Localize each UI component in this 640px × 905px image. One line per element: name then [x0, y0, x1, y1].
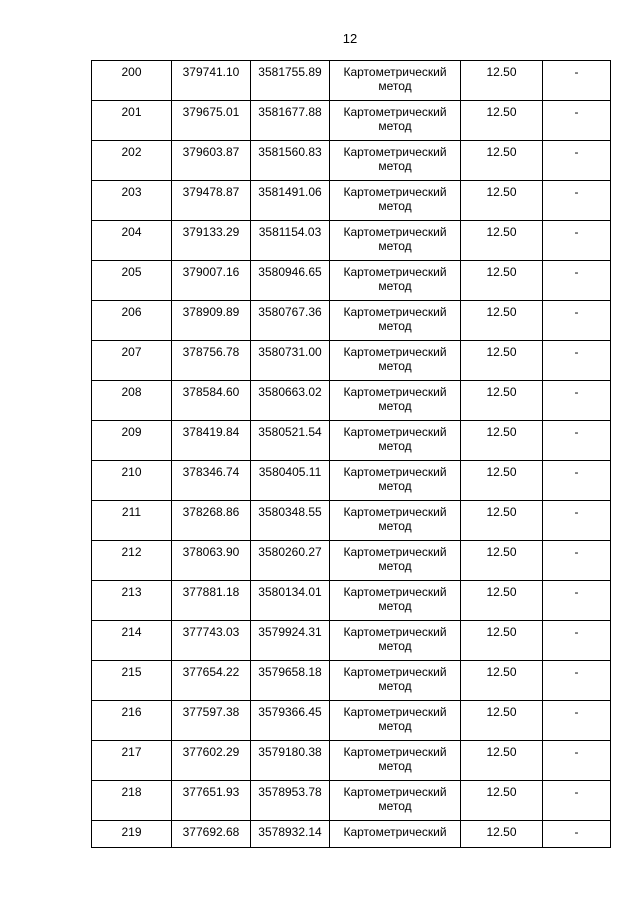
point-number-cell: 212 [92, 541, 172, 581]
accuracy-cell: 12.50 [461, 461, 543, 501]
method-cell: Картометрический метод [330, 61, 461, 101]
x-coordinate-cell: 378268.86 [172, 501, 251, 541]
x-coordinate-cell: 377651.93 [172, 781, 251, 821]
method-cell: Картометрический метод [330, 341, 461, 381]
y-coordinate-cell: 3580731.00 [251, 341, 330, 381]
y-coordinate-cell: 3578932.14 [251, 821, 330, 848]
x-coordinate-cell: 379007.16 [172, 261, 251, 301]
method-cell: Картометрический метод [330, 301, 461, 341]
note-cell: - [543, 61, 611, 101]
table-row [92, 541, 611, 581]
table-row [92, 381, 611, 421]
accuracy-cell: 12.50 [461, 701, 543, 741]
point-number-cell: 204 [92, 221, 172, 261]
y-coordinate-cell: 3580348.55 [251, 501, 330, 541]
note-cell: - [543, 701, 611, 741]
note-cell: - [543, 461, 611, 501]
note-cell: - [543, 381, 611, 421]
accuracy-cell: 12.50 [461, 141, 543, 181]
method-cell: Картометрический метод [330, 541, 461, 581]
method-cell: Картометрический метод [330, 101, 461, 141]
point-number-cell: 210 [92, 461, 172, 501]
point-number-cell: 219 [92, 821, 172, 848]
y-coordinate-cell: 3581154.03 [251, 221, 330, 261]
table-row [92, 421, 611, 461]
accuracy-cell: 12.50 [461, 221, 543, 261]
accuracy-cell: 12.50 [461, 181, 543, 221]
point-number-cell: 214 [92, 621, 172, 661]
note-cell: - [543, 501, 611, 541]
note-cell: - [543, 341, 611, 381]
accuracy-cell: 12.50 [461, 421, 543, 461]
note-cell: - [543, 301, 611, 341]
accuracy-cell: 12.50 [461, 61, 543, 101]
point-number-cell: 203 [92, 181, 172, 221]
point-number-cell: 208 [92, 381, 172, 421]
y-coordinate-cell: 3579658.18 [251, 661, 330, 701]
note-cell: - [543, 261, 611, 301]
x-coordinate-cell: 379741.10 [172, 61, 251, 101]
note-cell: - [543, 541, 611, 581]
table-row [92, 301, 611, 341]
note-cell: - [543, 581, 611, 621]
accuracy-cell: 12.50 [461, 301, 543, 341]
note-cell: - [543, 421, 611, 461]
method-cell: Картометрический метод [330, 701, 461, 741]
method-cell: Картометрический метод [330, 781, 461, 821]
x-coordinate-cell: 377597.38 [172, 701, 251, 741]
point-number-cell: 209 [92, 421, 172, 461]
method-cell: Картометрический метод [330, 381, 461, 421]
point-number-cell: 200 [92, 61, 172, 101]
method-cell: Картометрический метод [330, 501, 461, 541]
x-coordinate-cell: 377743.03 [172, 621, 251, 661]
table-row [92, 221, 611, 261]
table-row [92, 741, 611, 781]
note-cell: - [543, 781, 611, 821]
point-number-cell: 207 [92, 341, 172, 381]
note-cell: - [543, 741, 611, 781]
x-coordinate-cell: 377654.22 [172, 661, 251, 701]
x-coordinate-cell: 378909.89 [172, 301, 251, 341]
table-row [92, 341, 611, 381]
table-row [92, 461, 611, 501]
point-number-cell: 201 [92, 101, 172, 141]
table-row [92, 181, 611, 221]
accuracy-cell: 12.50 [461, 821, 543, 848]
point-number-cell: 211 [92, 501, 172, 541]
coordinates-table-body [92, 61, 611, 848]
accuracy-cell: 12.50 [461, 741, 543, 781]
accuracy-cell: 12.50 [461, 261, 543, 301]
accuracy-cell: 12.50 [461, 781, 543, 821]
point-number-cell: 216 [92, 701, 172, 741]
y-coordinate-cell: 3580405.11 [251, 461, 330, 501]
accuracy-cell: 12.50 [461, 101, 543, 141]
y-coordinate-cell: 3581677.88 [251, 101, 330, 141]
point-number-cell: 215 [92, 661, 172, 701]
method-cell: Картометрический метод [330, 141, 461, 181]
y-coordinate-cell: 3580260.27 [251, 541, 330, 581]
table-row [92, 661, 611, 701]
x-coordinate-cell: 378584.60 [172, 381, 251, 421]
table-row [92, 101, 611, 141]
x-coordinate-cell: 377692.68 [172, 821, 251, 848]
x-coordinate-cell: 378346.74 [172, 461, 251, 501]
point-number-cell: 205 [92, 261, 172, 301]
accuracy-cell: 12.50 [461, 501, 543, 541]
coordinates-table [91, 60, 611, 848]
y-coordinate-cell: 3579366.45 [251, 701, 330, 741]
x-coordinate-cell: 378419.84 [172, 421, 251, 461]
note-cell: - [543, 181, 611, 221]
accuracy-cell: 12.50 [461, 621, 543, 661]
y-coordinate-cell: 3580946.65 [251, 261, 330, 301]
point-number-cell: 213 [92, 581, 172, 621]
note-cell: - [543, 141, 611, 181]
y-coordinate-cell: 3581560.83 [251, 141, 330, 181]
table-row [92, 781, 611, 821]
table-row [92, 701, 611, 741]
x-coordinate-cell: 378756.78 [172, 341, 251, 381]
table-row [92, 581, 611, 621]
point-number-cell: 217 [92, 741, 172, 781]
table-row [92, 61, 611, 101]
x-coordinate-cell: 378063.90 [172, 541, 251, 581]
method-cell: Картометрический [330, 821, 461, 848]
y-coordinate-cell: 3580767.36 [251, 301, 330, 341]
y-coordinate-cell: 3580134.01 [251, 581, 330, 621]
method-cell: Картометрический метод [330, 261, 461, 301]
table-row [92, 141, 611, 181]
note-cell: - [543, 821, 611, 848]
method-cell: Картометрический метод [330, 741, 461, 781]
table-row [92, 621, 611, 661]
accuracy-cell: 12.50 [461, 341, 543, 381]
point-number-cell: 202 [92, 141, 172, 181]
method-cell: Картометрический метод [330, 621, 461, 661]
x-coordinate-cell: 377602.29 [172, 741, 251, 781]
table-row [92, 821, 611, 848]
x-coordinate-cell: 379478.87 [172, 181, 251, 221]
x-coordinate-cell: 379133.29 [172, 221, 251, 261]
page-number: 12 [342, 31, 358, 46]
y-coordinate-cell: 3580521.54 [251, 421, 330, 461]
accuracy-cell: 12.50 [461, 541, 543, 581]
y-coordinate-cell: 3579180.38 [251, 741, 330, 781]
accuracy-cell: 12.50 [461, 661, 543, 701]
note-cell: - [543, 661, 611, 701]
method-cell: Картометрический метод [330, 181, 461, 221]
note-cell: - [543, 221, 611, 261]
point-number-cell: 206 [92, 301, 172, 341]
y-coordinate-cell: 3581755.89 [251, 61, 330, 101]
method-cell: Картометрический метод [330, 421, 461, 461]
y-coordinate-cell: 3579924.31 [251, 621, 330, 661]
x-coordinate-cell: 379603.87 [172, 141, 251, 181]
accuracy-cell: 12.50 [461, 581, 543, 621]
table-row [92, 501, 611, 541]
point-number-cell: 218 [92, 781, 172, 821]
method-cell: Картометрический метод [330, 581, 461, 621]
note-cell: - [543, 621, 611, 661]
method-cell: Картометрический метод [330, 661, 461, 701]
y-coordinate-cell: 3578953.78 [251, 781, 330, 821]
y-coordinate-cell: 3581491.06 [251, 181, 330, 221]
x-coordinate-cell: 377881.18 [172, 581, 251, 621]
y-coordinate-cell: 3580663.02 [251, 381, 330, 421]
x-coordinate-cell: 379675.01 [172, 101, 251, 141]
note-cell: - [543, 101, 611, 141]
accuracy-cell: 12.50 [461, 381, 543, 421]
method-cell: Картометрический метод [330, 461, 461, 501]
method-cell: Картометрический метод [330, 221, 461, 261]
table-row [92, 261, 611, 301]
